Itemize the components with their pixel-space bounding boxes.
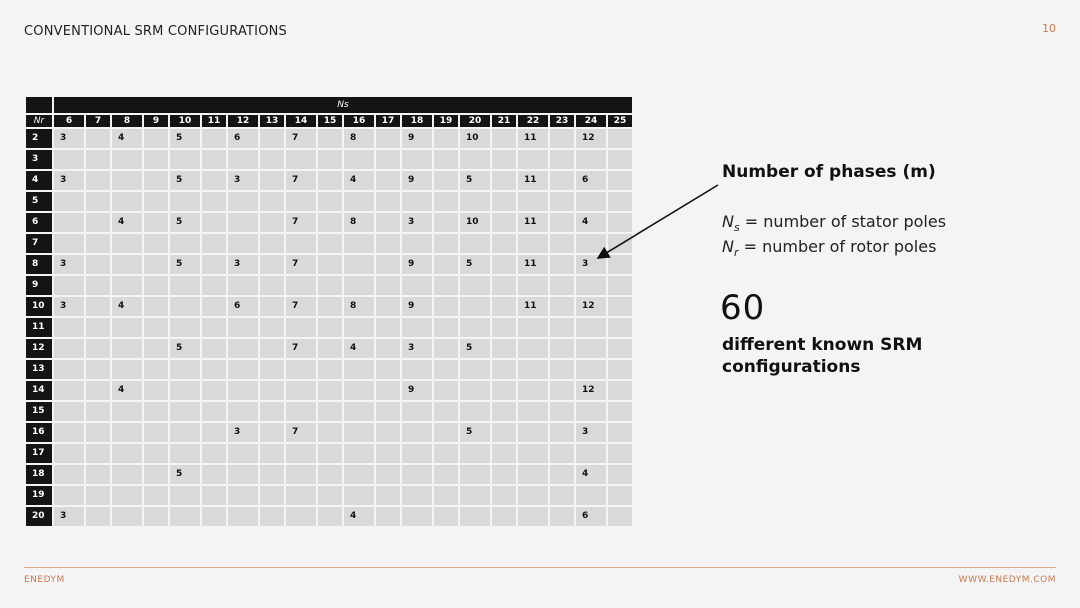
nr-row-header: 12 bbox=[26, 339, 52, 358]
phase-cell: 8 bbox=[344, 129, 374, 148]
ns-axis-label: Ns bbox=[54, 97, 632, 113]
nr-row-header: 6 bbox=[26, 213, 52, 232]
phase-cell: 4 bbox=[112, 213, 142, 232]
phase-cell: 5 bbox=[170, 339, 200, 358]
ns-header-cell: 25 bbox=[608, 115, 632, 127]
nr-row-header: 10 bbox=[26, 297, 52, 316]
nr-row-header: 11 bbox=[26, 318, 52, 337]
nr-row-header: 15 bbox=[26, 402, 52, 421]
ns-header-cell: 6 bbox=[54, 115, 84, 127]
ns-definition-text: = number of stator poles bbox=[739, 212, 947, 231]
ns-header-cell: 20 bbox=[460, 115, 490, 127]
phase-cell: 12 bbox=[576, 297, 606, 316]
footer-brand: ENEDYM bbox=[24, 575, 65, 585]
ns-header-cell: 8 bbox=[112, 115, 142, 127]
phase-cell: 6 bbox=[576, 507, 606, 526]
phase-cell: 3 bbox=[54, 129, 84, 148]
phase-cell: 3 bbox=[54, 297, 84, 316]
page-number: 10 bbox=[1042, 22, 1056, 35]
ns-header-cell: 21 bbox=[492, 115, 516, 127]
phase-cell: 5 bbox=[460, 171, 490, 190]
phase-cell: 9 bbox=[402, 129, 432, 148]
phase-cell: 3 bbox=[576, 423, 606, 442]
ns-header-cell: 18 bbox=[402, 115, 432, 127]
phase-cell: 4 bbox=[344, 171, 374, 190]
nr-row-header: 3 bbox=[26, 150, 52, 169]
phase-cell: 3 bbox=[402, 339, 432, 358]
phase-cell: 4 bbox=[344, 339, 374, 358]
ns-header-cell: 16 bbox=[344, 115, 374, 127]
ns-header-cell: 9 bbox=[144, 115, 168, 127]
phase-cell: 3 bbox=[54, 255, 84, 274]
phase-cell: 6 bbox=[228, 129, 258, 148]
phase-cell: 8 bbox=[344, 297, 374, 316]
nr-row-header: 14 bbox=[26, 381, 52, 400]
nr-row-header: 9 bbox=[26, 276, 52, 295]
phase-cell: 7 bbox=[286, 255, 316, 274]
phase-cell: 9 bbox=[402, 297, 432, 316]
phase-cell: 12 bbox=[576, 129, 606, 148]
ns-header-cell: 10 bbox=[170, 115, 200, 127]
phase-cell: 6 bbox=[228, 297, 258, 316]
nr-row-header: 4 bbox=[26, 171, 52, 190]
nr-subscript: r bbox=[733, 246, 739, 260]
ns-header-cell: 11 bbox=[202, 115, 226, 127]
ns-definition bbox=[722, 212, 946, 234]
ns-subscript: s bbox=[733, 221, 740, 235]
phase-cell: 9 bbox=[402, 255, 432, 274]
footer-website: WWW.ENEDYM.COM bbox=[958, 575, 1056, 585]
phase-cell: 7 bbox=[286, 129, 316, 148]
phase-cell: 11 bbox=[518, 213, 548, 232]
nr-symbol: N bbox=[722, 237, 734, 256]
phase-cell: 5 bbox=[460, 423, 490, 442]
phase-cell: 5 bbox=[460, 339, 490, 358]
nr-row-header: 19 bbox=[26, 486, 52, 505]
ns-symbol: N bbox=[722, 212, 734, 231]
phases-heading: Number of phases (m) bbox=[722, 162, 936, 182]
phase-cell: 4 bbox=[344, 507, 374, 526]
ns-header-cell: 19 bbox=[434, 115, 458, 127]
phase-cell: 7 bbox=[286, 297, 316, 316]
ns-header-cell: 23 bbox=[550, 115, 574, 127]
config-count-caption: different known SRM configurations bbox=[722, 335, 923, 377]
nr-row-header: 8 bbox=[26, 255, 52, 274]
nr-row-header: 18 bbox=[26, 465, 52, 484]
ns-header-cell: 13 bbox=[260, 115, 284, 127]
nr-row-header: 20 bbox=[26, 507, 52, 526]
phase-cell: 4 bbox=[576, 465, 606, 484]
nr-row-header: 16 bbox=[26, 423, 52, 442]
config-count: 60 bbox=[720, 288, 766, 328]
phase-cell: 4 bbox=[576, 213, 606, 232]
phase-cell: 7 bbox=[286, 171, 316, 190]
phase-cell: 10 bbox=[460, 213, 490, 232]
phase-cell: 7 bbox=[286, 339, 316, 358]
footer-divider bbox=[24, 567, 1056, 568]
phase-cell: 4 bbox=[112, 297, 142, 316]
phase-cell: 7 bbox=[286, 213, 316, 232]
phase-cell: 5 bbox=[460, 255, 490, 274]
phase-cell: 3 bbox=[54, 171, 84, 190]
phase-cell: 5 bbox=[170, 129, 200, 148]
ns-header-cell: 14 bbox=[286, 115, 316, 127]
phase-cell: 5 bbox=[170, 213, 200, 232]
phase-cell: 10 bbox=[460, 129, 490, 148]
ns-header-cell: 15 bbox=[318, 115, 342, 127]
phase-cell: 3 bbox=[228, 255, 258, 274]
nr-definition bbox=[722, 237, 936, 259]
ns-header-cell: 7 bbox=[86, 115, 110, 127]
ns-header-cell: 22 bbox=[518, 115, 548, 127]
slide-title: CONVENTIONAL SRM CONFIGURATIONS bbox=[24, 24, 288, 39]
phase-cell: 4 bbox=[112, 381, 142, 400]
phase-cell: 3 bbox=[228, 171, 258, 190]
phase-cell: 9 bbox=[402, 381, 432, 400]
nr-row-header: 7 bbox=[26, 234, 52, 253]
phase-cell: 8 bbox=[344, 213, 374, 232]
ns-header-cell: 17 bbox=[376, 115, 400, 127]
ns-header-cell: 24 bbox=[576, 115, 606, 127]
ns-header-cell: 12 bbox=[228, 115, 258, 127]
phase-cell: 9 bbox=[402, 171, 432, 190]
nr-row-header: 17 bbox=[26, 444, 52, 463]
phase-cell: 3 bbox=[402, 213, 432, 232]
phase-cell: 3 bbox=[228, 423, 258, 442]
nr-row-header: 2 bbox=[26, 129, 52, 148]
nr-row-header: 5 bbox=[26, 192, 52, 211]
phase-cell: 5 bbox=[170, 171, 200, 190]
phase-cell: 11 bbox=[518, 129, 548, 148]
phase-cell: 5 bbox=[170, 255, 200, 274]
phase-cell: 6 bbox=[576, 171, 606, 190]
phase-cell: 7 bbox=[286, 423, 316, 442]
phase-cell: 4 bbox=[112, 129, 142, 148]
nr-row-header: 13 bbox=[26, 360, 52, 379]
nr-axis-label: Nr bbox=[26, 115, 52, 127]
phase-cell: 3 bbox=[54, 507, 84, 526]
nr-definition-text: = number of rotor poles bbox=[738, 237, 937, 256]
phase-cell: 3 bbox=[576, 255, 606, 274]
phase-cell: 12 bbox=[576, 381, 606, 400]
phase-cell: 11 bbox=[518, 297, 548, 316]
phase-cell: 11 bbox=[518, 171, 548, 190]
phase-cell: 11 bbox=[518, 255, 548, 274]
phase-cell: 5 bbox=[170, 465, 200, 484]
